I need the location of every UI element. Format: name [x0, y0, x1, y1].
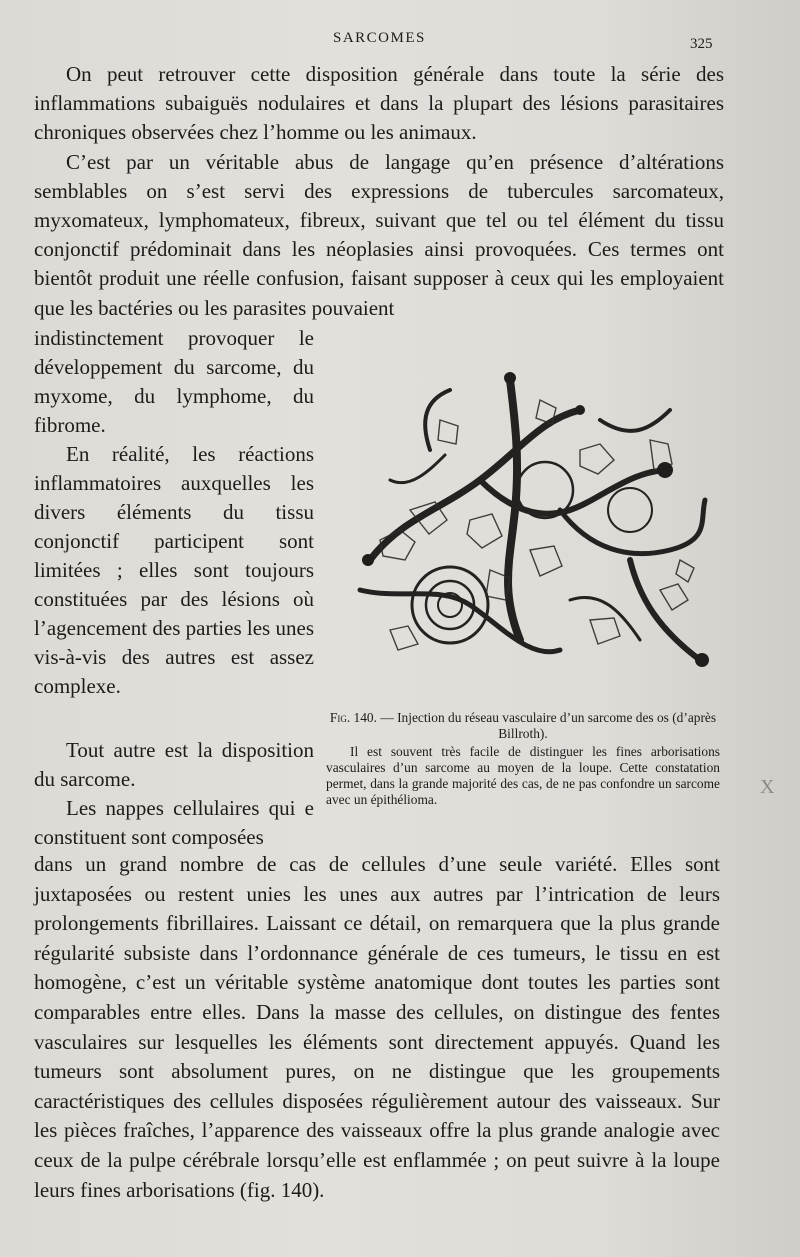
caption-title [326, 710, 720, 742]
caption-body: Il est souvent très facile de distinguer les fines arborisations vasculaires d’un sarcome au moyen de la loupe. Cette constatation permet, dans la grande majorité des cas, de ne pas confondre un sarcome avec un épithélioma. [326, 744, 720, 807]
running-head [0, 28, 800, 52]
paragraph-5-start: Les nappes cellulaires qui e constituent sont composées [34, 796, 314, 849]
page-number: 325 [690, 36, 713, 52]
caption-figure-label: Fig. 140. [329, 710, 377, 725]
figure-140-illustration [330, 360, 720, 690]
wrapped-text-column [34, 324, 314, 852]
figure-caption [326, 710, 720, 808]
paragraph-2: C’est par un véritable abus de langage qu’en présence d’altérations semblables on s’est servi des expressions de tubercules sarcomateux, myxomateux, lymphomateux, fibreux, suivant que tel ou tel élément du tissu conjonctif prédominait dans les néoplasies ainsi provoquées. Ces termes ont bientôt produit une réelle confusion, faisant supposer à ceux qui les employaient que les bactéries ou les parasites pouvaient [34, 149, 724, 320]
paragraph-1: On peut retrouver cette disposition générale dans toute la série des inflammations subaiguës nodulaires et dans la plupart des lésions parasitaires chroniques observées chez l’homme ou les animaux. [34, 62, 724, 145]
running-title: SARCOMES [333, 30, 426, 46]
paragraph-5-rest: dans un grand nombre de cas de cellules d’une seule variété. Elles sont juxtaposées ou restent unies les unes aux autres par l’intrication de leurs prolongements fibrillaires. Laissant ce détail, on remarquera que la plus grande régularité subsiste dans l’ordonnance générale de ces tumeurs, le tissu en est homogène, c’est un véritable système anatomique dont toutes les parties sont comparables entre elles. Dans la masse des cellules, on distingue des fentes vasculaires sur lesquelles les éléments sont directement appuyés. Quand les tumeurs sont absolument pures, on ne distingue que les groupements caractéristiques des cellules disposées régulièrement autour des vaisseaux. Sur les pièces fraîches, l’apparence des vaisseaux offre la plus grande analogie avec ceux de la pulpe cérébrale lorsqu’elle est enflammée ; on peut suivre à la loupe leurs fines arborisations (fig. 140). [34, 852, 720, 1202]
paragraph-3: En réalité, les réactions inflammatoires auxquelles les divers éléments du tissu conjonctif participent sont limitées ; elles sont toujours constituées par des lésions où l’agencement des parties les unes vis-à-vis des autres est assez complexe. [34, 442, 314, 698]
vascular-network-engraving [330, 360, 720, 690]
paragraph-2-end: indistinctement provoquer le développement du sarcome, du myxome, du lymphome, du fibrome. [34, 326, 314, 437]
body-text-top [34, 60, 724, 323]
caption-title-text: — Injection du réseau vasculaire d’un sarcome des os (d’après Billroth). [380, 710, 717, 741]
margin-pencil-mark: X [760, 776, 775, 798]
paragraph-4: Tout autre est la disposition du sarcome. [34, 738, 314, 791]
body-text-bottom [34, 850, 720, 1205]
